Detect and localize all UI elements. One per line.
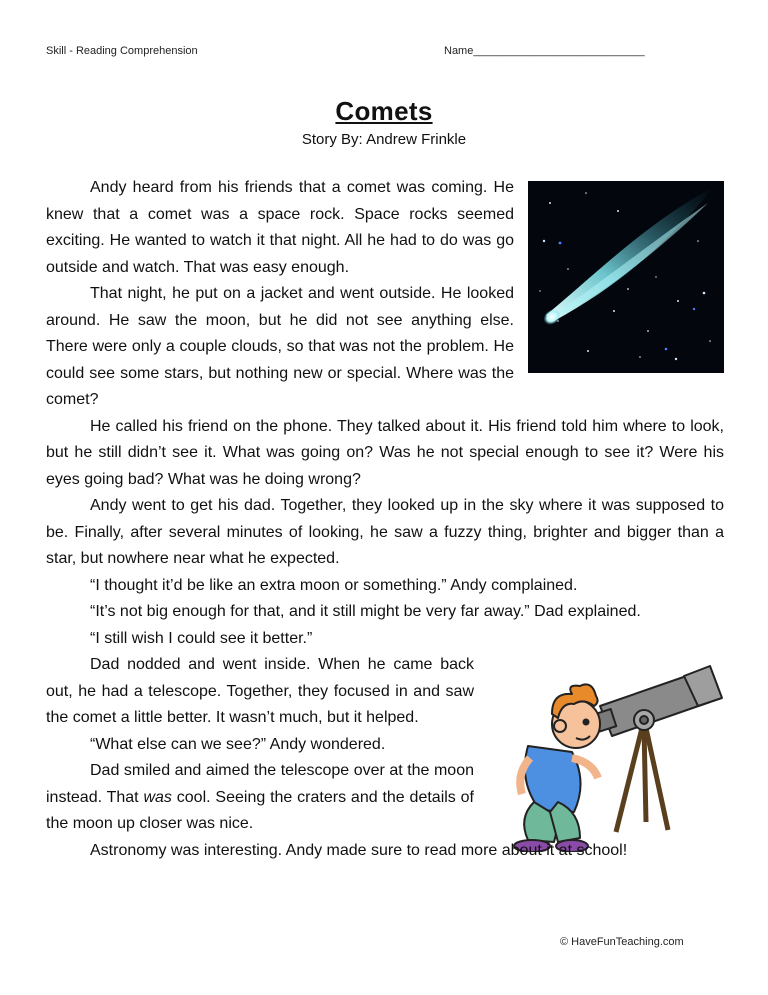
- paragraph-8: Dad nodded and went inside. When he came back out, he had a telescope. Together, they focused in and saw the comet a little better. It wasn’t much, but it helped.: [46, 656, 474, 726]
- moon-text-before: Dad smiled and aimed the telescope over at the moon instead. That: [46, 762, 474, 806]
- name-field: Name____________________________: [444, 45, 645, 57]
- comet-illustration: [528, 181, 724, 373]
- skill-label: Skill - Reading Comprehension: [46, 45, 198, 57]
- paragraph-2: That night, he put on a jacket and went outside. He looked around. He saw the moon, but he did not see anything else. There were only a couple clouds, so that was not the problem. He could see some stars, but nothing new or special. Where was the comet?: [46, 285, 514, 408]
- paragraph-6: “It’s not big enough for that, and it still might be very far away.” Dad explained.: [90, 603, 641, 620]
- moon-text-after: cool. Seeing the craters and the details of the moon up closer was nice.: [46, 788, 474, 832]
- boy-with-telescope-illustration: [488, 662, 724, 852]
- copyright-footer: © HaveFunTeaching.com: [560, 936, 684, 948]
- page-title: Comets: [335, 96, 433, 126]
- paragraph-9: “What else can we see?” Andy wondered.: [90, 735, 386, 753]
- paragraph-3: He called his friend on the phone. They talked about it. His friend told him where to look, but he still didn’t see it. What was going on? Was he not special enough to see it? Were his eyes going bad? What was he doing wrong?: [46, 417, 724, 488]
- moon-text-emphasis: was: [143, 788, 172, 806]
- paragraph-1: Andy heard from his friends that a comet was coming. He knew that a comet was a space rock. Space rocks seemed exciting. He wanted to watch it that night. All he had to do was go outside and watch. That was easy enough.: [46, 179, 514, 276]
- paragraph-5: “I thought it’d be like an extra moon or something.” Andy complained.: [90, 576, 578, 594]
- paragraph-7: “I still wish I could see it better.”: [90, 629, 313, 647]
- story-body: [46, 175, 724, 864]
- paragraph-4: Andy went to get his dad. Together, they looked up in the sky where it was supposed to be. Finally, after several minutes of looking, he saw a fuzzy thing, brighter and bigger than a star, but nowhere near what he expected.: [46, 497, 724, 567]
- paragraph-11: Astronomy was interesting. Andy made sure to read more about it at school!: [90, 841, 628, 859]
- author-byline: Story By: Andrew Frinkle: [301, 131, 467, 148]
